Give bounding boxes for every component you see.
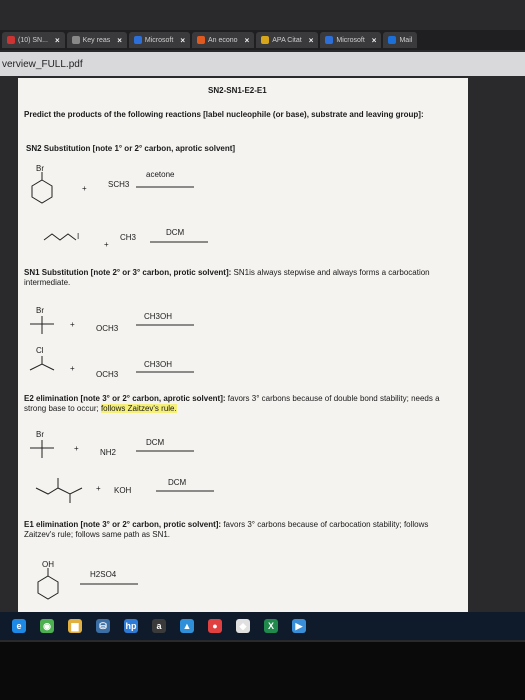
browser-tab-bar <box>0 30 525 50</box>
iodoalkane-structure <box>44 230 88 246</box>
bromocyclohexane-structure <box>30 172 60 204</box>
sn2-r2-solvent: DCM <box>166 228 185 237</box>
sn1-r1-nucleophile: OCH3 <box>96 324 119 333</box>
media-icon[interactable]: ▶ <box>292 619 306 633</box>
e2-r1-plus: + <box>74 444 79 453</box>
hp-icon[interactable]: hp <box>125 621 137 631</box>
sn1-r1-leaving-group: Br <box>36 306 44 315</box>
tab-favicon <box>134 36 142 44</box>
sn2-r1-solvent: acetone <box>146 170 175 179</box>
windows-taskbar <box>0 612 525 640</box>
sn1-r1-solvent: CH3OH <box>144 312 173 321</box>
e1-r1-reagent: H2SO4 <box>90 570 117 579</box>
browser-tab-5[interactable]: Microsoft × <box>320 32 381 48</box>
document-header: SN2-SN1-E2-E1 <box>208 86 267 95</box>
intro-instruction: Predict the products of the following reactions [label nucleophile (or base), substrate and leaving group]: <box>24 110 424 119</box>
edge-icon[interactable]: e <box>12 619 26 633</box>
tert-butyl-bromide-structure <box>30 314 60 336</box>
reaction-arrow <box>156 488 216 494</box>
close-icon[interactable]: × <box>180 35 185 45</box>
e2-r2-base: KOH <box>114 486 132 495</box>
e2-r2-solvent: DCM <box>168 478 187 487</box>
tab-favicon <box>325 36 333 44</box>
browser-tab-4[interactable]: APA Citat × <box>256 32 318 48</box>
e2-r1-base: NH2 <box>100 448 117 457</box>
close-icon[interactable]: × <box>244 35 250 45</box>
tab-favicon <box>7 36 15 44</box>
sn2-r2-leaving-group: I <box>77 232 80 241</box>
close-icon[interactable]: × <box>308 35 314 45</box>
tab-favicon <box>72 36 80 44</box>
close-icon[interactable]: × <box>117 35 122 45</box>
file-title: verview_FULL.pdf <box>2 58 83 70</box>
pdf-viewer-titlebar <box>0 52 525 76</box>
sn2-r1-plus: + <box>82 184 87 193</box>
e2-heading: E2 elimination [note 3° or 2° carbon, aprotic solvent]: favors 3° carbons because of double bond stability; needs a strong base to occur; follows Zaitzev's rule. <box>24 394 440 413</box>
e1-heading: E1 elimination [note 3° or 2° carbon, protic solvent]: favors 3° carbons because of carbocation stability; follows Zaitzev's rule; follows same path as SN1. <box>24 520 429 539</box>
reaction-arrow <box>150 239 210 245</box>
tab-favicon <box>388 36 396 44</box>
sn1-r1-plus: + <box>70 320 75 329</box>
browser-tab-2[interactable]: Microsoft × <box>129 32 190 48</box>
close-icon[interactable]: × <box>371 35 377 45</box>
sn1-r2-leaving-group: Cl <box>36 346 44 355</box>
browser-tab-6[interactable]: Mail <box>383 32 417 48</box>
e1-r1-leaving-group: OH <box>42 560 54 569</box>
close-icon[interactable]: × <box>54 35 60 45</box>
reaction-arrow <box>136 369 196 375</box>
mail-icon[interactable]: ◆ <box>236 619 250 633</box>
store-icon[interactable]: ⛁ <box>96 619 110 633</box>
groove-icon[interactable]: ● <box>208 619 222 633</box>
reaction-arrow <box>136 184 196 190</box>
cyclohexanol-structure <box>36 568 66 600</box>
tert-alkyl-chloride-structure <box>28 354 60 372</box>
sn2-heading: SN2 Substitution [note 1° or 2° carbon, aprotic solvent] <box>26 144 236 153</box>
photos-icon[interactable]: ▲ <box>180 619 194 633</box>
reaction-arrow <box>136 448 196 454</box>
pdf-page <box>18 78 468 614</box>
e2-r2-plus: + <box>96 484 101 493</box>
e2-r1-solvent: DCM <box>146 438 165 447</box>
sn2-r2-plus: + <box>104 240 109 249</box>
sn2-r1-nucleophile: SCH3 <box>108 180 130 189</box>
e2-r1-leaving-group: Br <box>36 430 44 439</box>
browser-tab-1[interactable]: Key reas × <box>67 32 127 48</box>
tert-butyl-bromide-structure <box>30 438 60 460</box>
tab-favicon <box>197 36 205 44</box>
browser-tab-3[interactable]: An econo × <box>192 32 254 48</box>
sn1-heading: SN1 Substitution [note 2° or 3° carbon, protic solvent]: SN1is always stepwise and always forms a carbocation intermediate. <box>24 268 430 287</box>
zaitzev-highlight: follows Zaitzev's rule. <box>100 404 177 413</box>
folder-icon[interactable]: ▆ <box>68 619 82 633</box>
excel-icon[interactable]: X <box>264 619 278 633</box>
sn2-r1-leaving-group: Br <box>36 164 44 173</box>
chrome-icon[interactable]: ◉ <box>40 619 54 633</box>
sn1-r2-solvent: CH3OH <box>144 360 173 369</box>
amazon-icon[interactable]: a <box>152 619 166 633</box>
sn1-r2-nucleophile: OCH3 <box>96 370 119 379</box>
browser-tab-0[interactable]: (10) SN... × <box>2 32 65 48</box>
sn2-r2-nucleophile: CH3 <box>120 233 137 242</box>
reaction-arrow <box>136 322 196 328</box>
tab-favicon <box>261 36 269 44</box>
reaction-arrow <box>80 581 140 587</box>
sn1-r2-plus: + <box>70 364 75 373</box>
laptop-bezel <box>0 642 525 700</box>
branched-alkyl-halide-structure <box>36 476 92 504</box>
